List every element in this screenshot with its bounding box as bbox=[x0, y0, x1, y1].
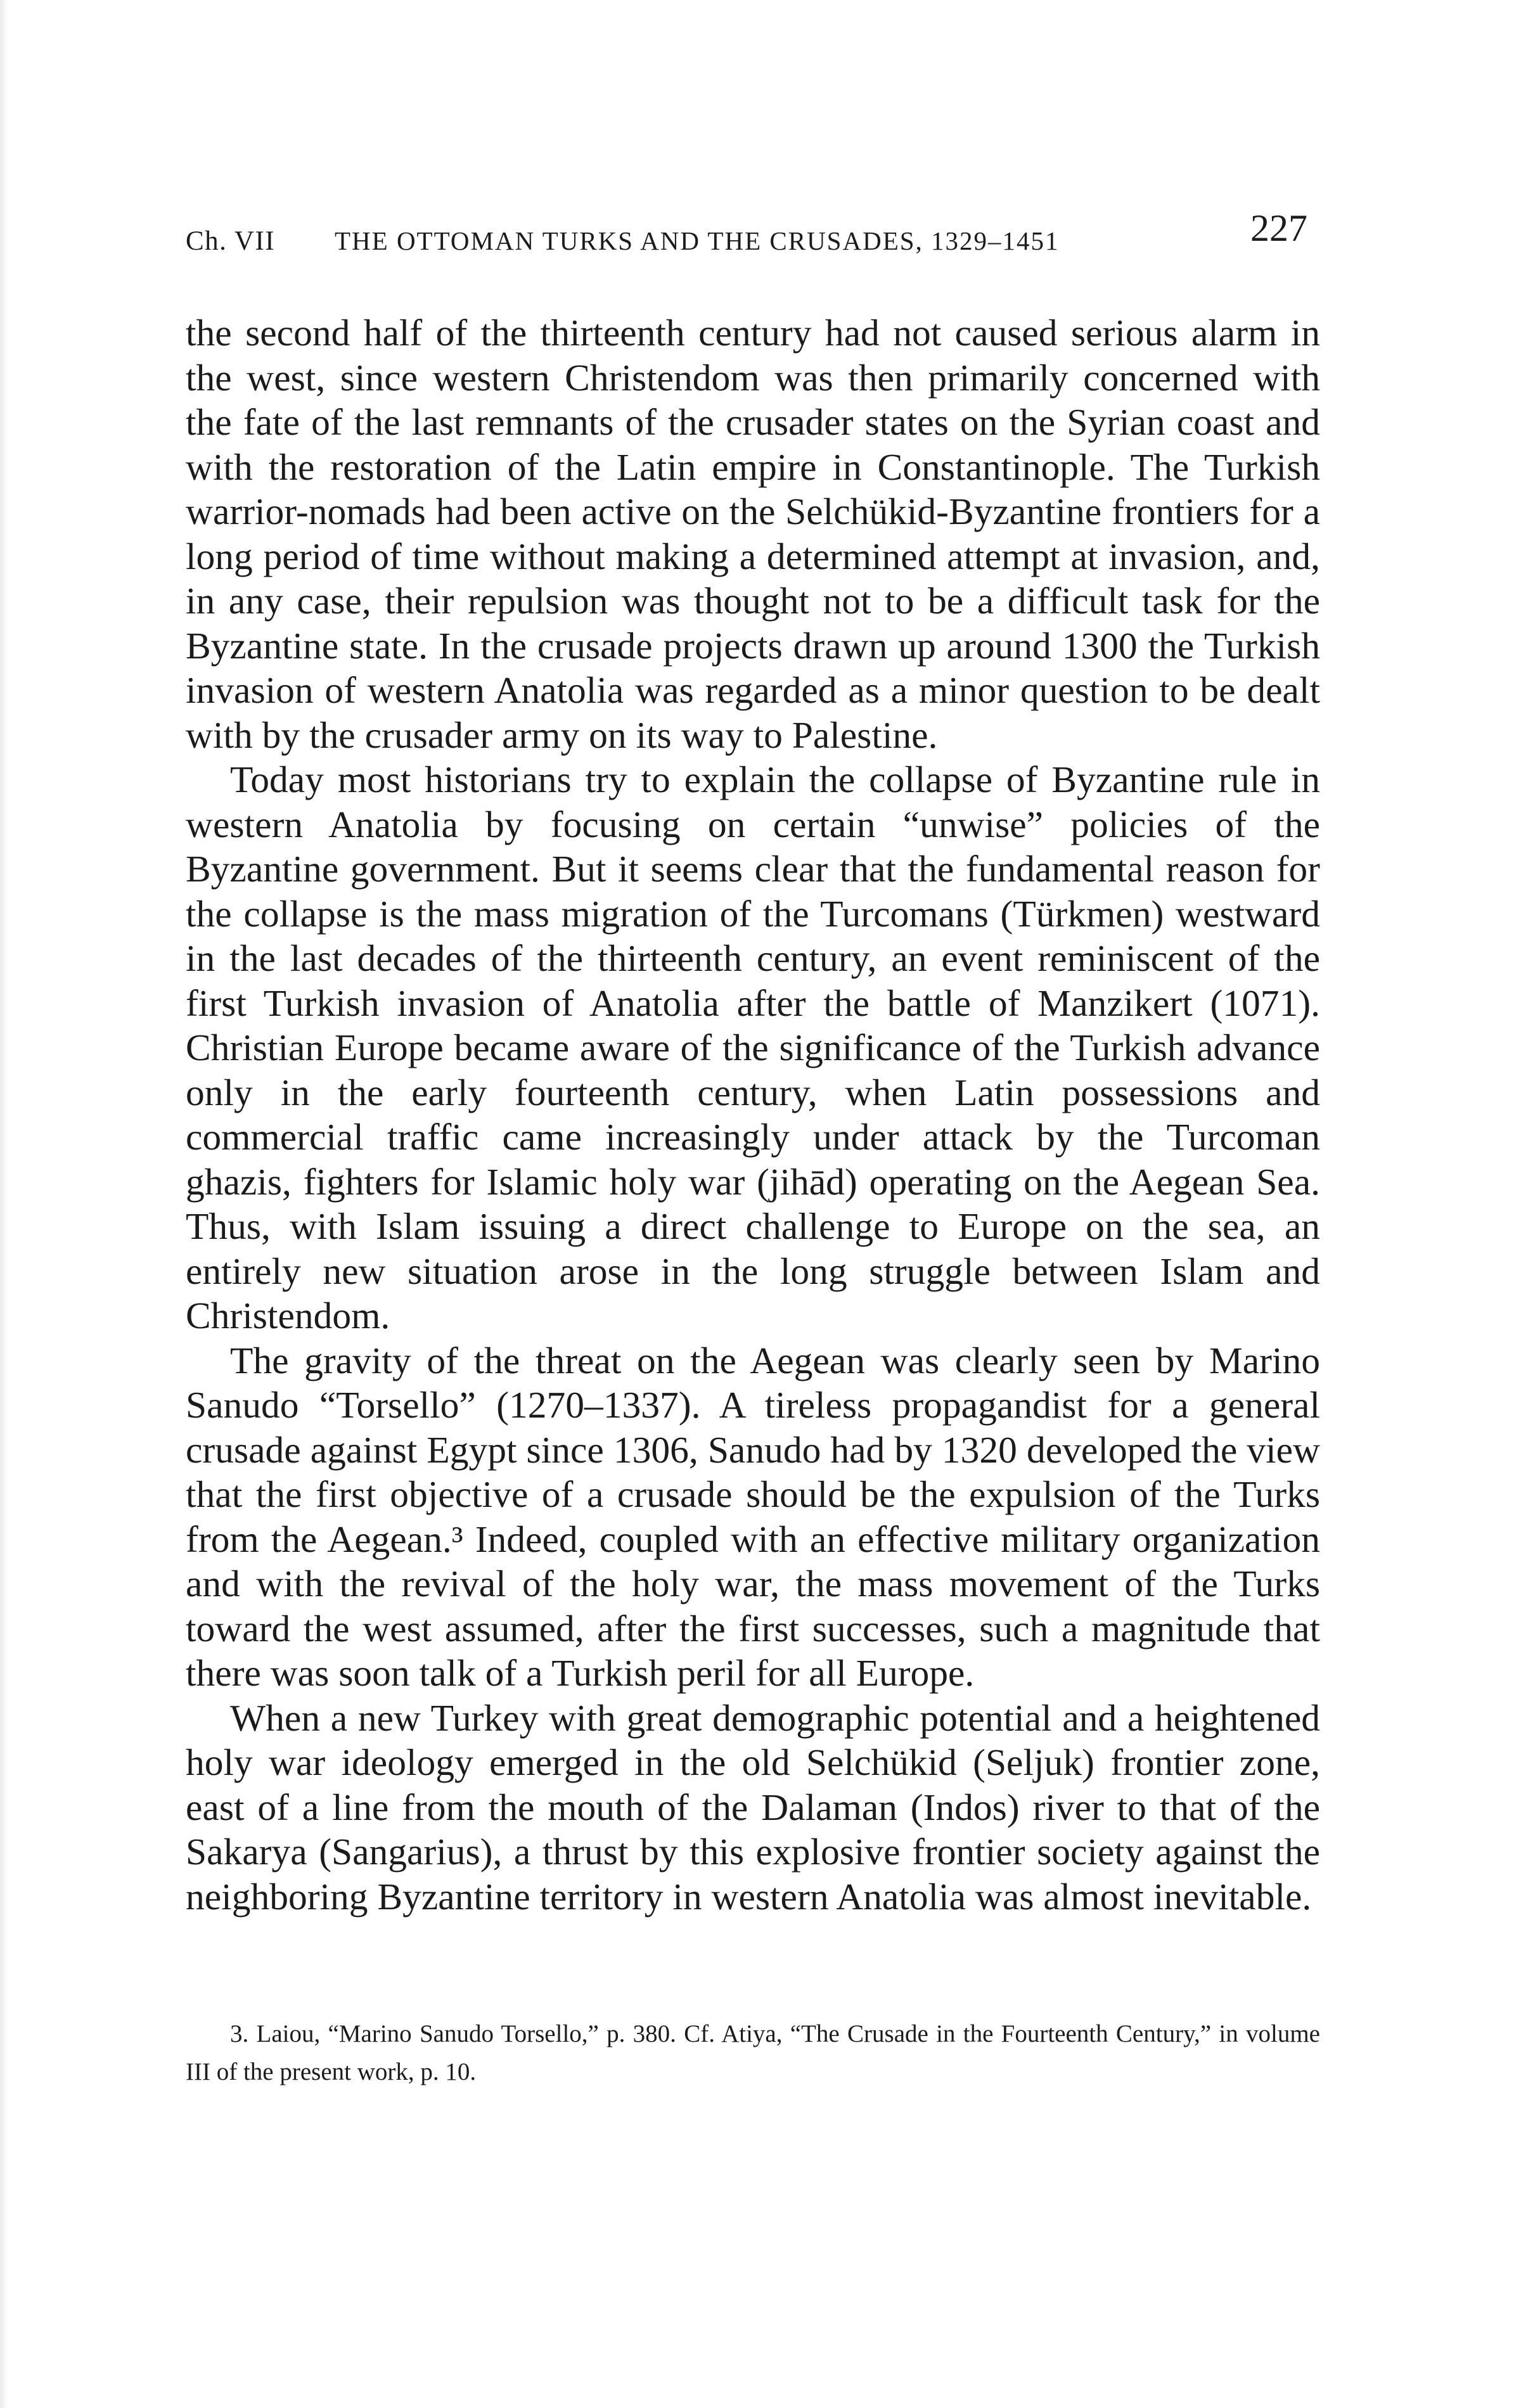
chapter-label: Ch. VII bbox=[186, 226, 276, 256]
paragraph: the second half of the thirteenth century had not caused serious alarm in the west, since western Christendom was then primarily concerned with the fate of the last remnants of the crusader states on the Syrian coast and with the restoration of the Latin empire in Constantinople. The Turkish warrior-nomads had been active on the Selchükid-Byzantine frontiers for a long period of time without making a determined attempt at invasion, and, in any case, their repulsion was thought not to be a difficult task for the Byzantine state. In the crusade projects drawn up around 1300 the Turkish invasion of western Anatolia was regarded as a minor question to be dealt with by the crusader army on its way to Palestine. bbox=[186, 312, 1320, 756]
paragraph: Today most historians try to explain the collapse of Byzantine rule in western Anatolia by focusing on certain “unwise” policies of the Byzantine government. But it seems clear that the fundamental reason for the collapse is the mass migration of the Turcomans (Türkmen) westward in the last decades of the thirteenth century, an event reminiscent of the first Turkish invasion of Anatolia after the battle of Manzikert (1071). Christian Europe became aware of the significance of the Turkish advance only in the early fourteenth century, when Latin possessions and commercial traffic came increasingly under attack by the Turcoman ghazis, fighters for Islamic holy war (jihād) operating on the Aegean Sea. Thus, with Islam issuing a direct challenge to Europe on the sea, an entirely new situation arose in the long struggle between Islam and Christendom. bbox=[186, 759, 1320, 1336]
footnote: 3. Laiou, “Marino Sanudo Torsello,” p. 380. Cf. Atiya, “The Crusade in the Fourteenth Century,” in volume III of the present work, p. 10. bbox=[186, 2020, 1320, 2085]
scan-edge-shadow bbox=[0, 0, 8, 2408]
chapter-title: THE OTTOMAN TURKS AND THE CRUSADES, 1329–1451 bbox=[335, 226, 1060, 255]
page-number: 227 bbox=[1250, 207, 1307, 249]
running-head bbox=[186, 202, 1320, 260]
footnotes bbox=[186, 2015, 1320, 2091]
paragraph: When a new Turkey with great demographic potential and a heightened holy war ideology emerged in the old Selchükid (Seljuk) frontier zone, east of a line from the mouth of the Dalaman (Indos) river to that of the Sakarya (Sangarius), a thrust by this explosive frontier society against the neighboring Byzantine territory in western Anatolia was almost inevitable. bbox=[186, 1696, 1320, 1918]
book-page bbox=[186, 202, 1320, 2091]
paragraph: The gravity of the threat on the Aegean was clearly seen by Marino Sanudo “Torsello” (1270–1337). A tireless propagandist for a general crusade against Egypt since 1306, Sanudo had by 1320 developed the view that the first objective of a crusade should be the expulsion of the Turks from the Aegean.³ Indeed, coupled with an effective military organization and with the revival of the holy war, the mass movement of the Turks toward the west assumed, after the first successes, such a magnitude that there was soon talk of a Turkish peril for all Europe. bbox=[186, 1339, 1320, 1694]
body-text bbox=[186, 311, 1320, 1919]
